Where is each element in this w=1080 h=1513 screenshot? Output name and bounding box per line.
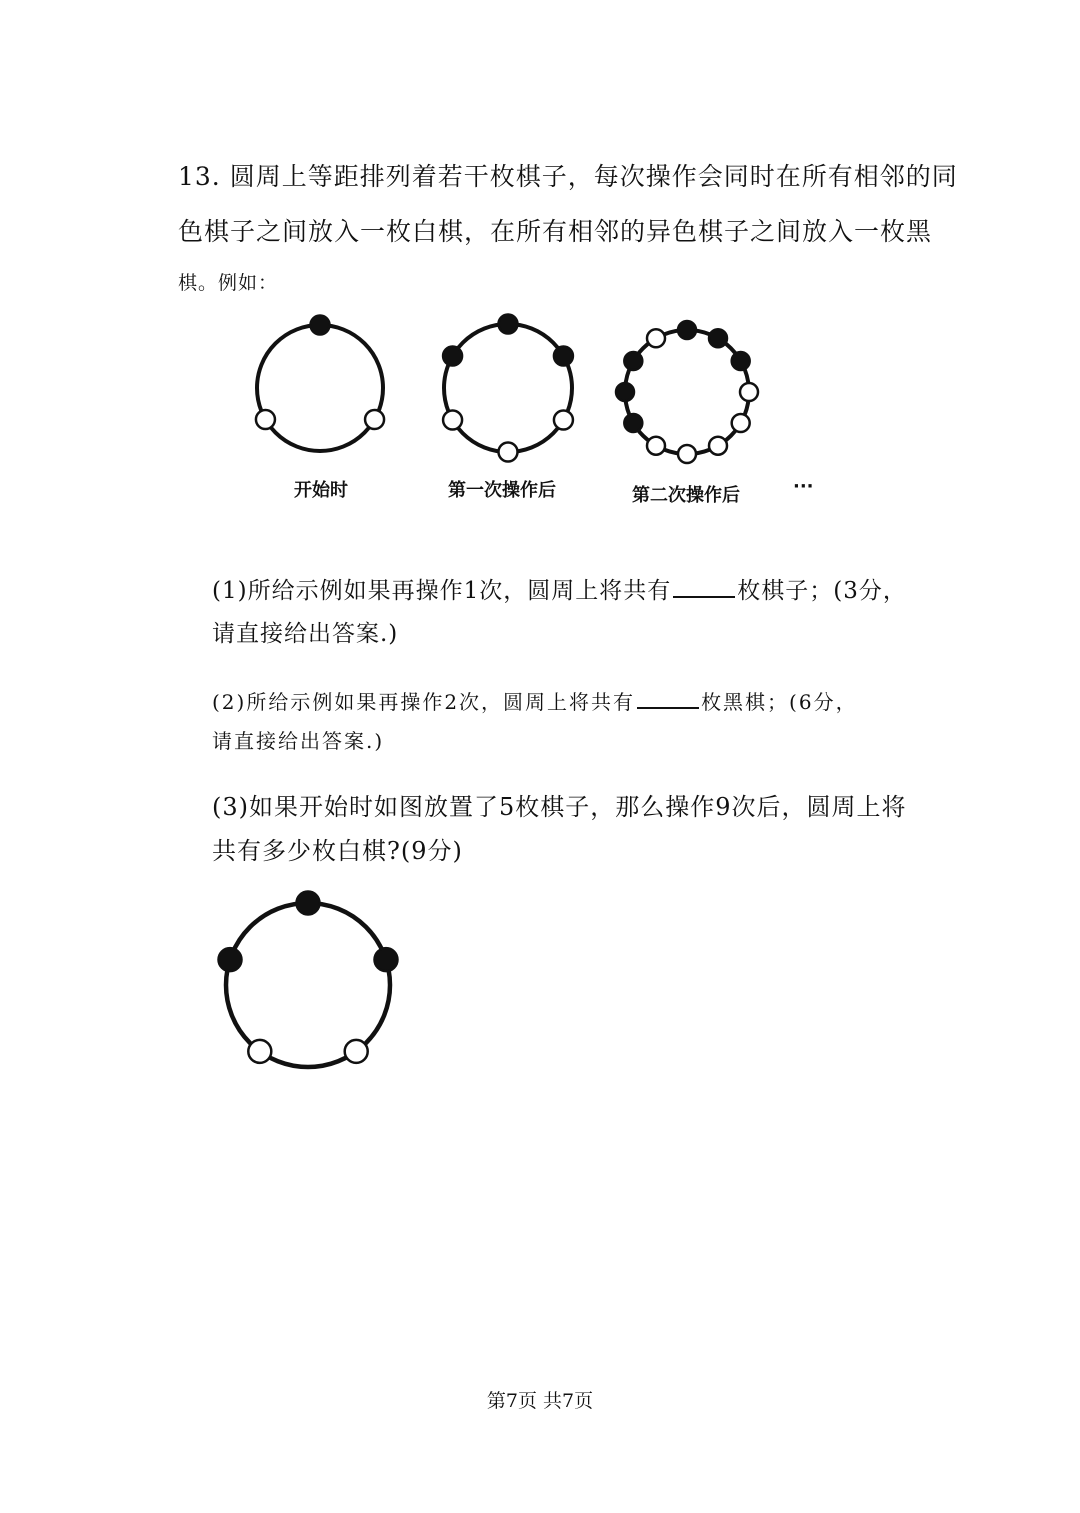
white-stone — [554, 411, 573, 430]
figure-step2-diagram — [617, 322, 757, 462]
black-stone — [709, 329, 727, 347]
white-stone — [248, 1040, 271, 1063]
black-stone — [678, 321, 696, 339]
figure-start-diagram — [250, 318, 390, 458]
white-stone — [709, 437, 727, 455]
white-stone — [345, 1040, 368, 1063]
answer-blank-1 — [673, 576, 735, 598]
sub1-text-a: (1)所给示例如果再操作1次，圆周上将共有 — [212, 578, 672, 604]
black-stone — [374, 948, 397, 971]
sub3-line-2: 共有多少枚白棋?(9分) — [212, 837, 463, 865]
black-stone — [624, 352, 642, 370]
black-stone — [624, 414, 642, 432]
white-stone — [443, 411, 462, 430]
sub1-line-1 — [212, 572, 907, 605]
black-stone — [297, 892, 320, 915]
black-stone — [616, 383, 634, 401]
question-line-3: 棋。例如： — [178, 272, 279, 294]
caption-step2: 第二次操作后 — [632, 485, 740, 506]
sub1-text-b: 枚棋子；(3分， — [737, 578, 907, 604]
sub2-text-a: (2)所给示例如果再操作2次，圆周上将共有 — [212, 690, 636, 714]
caption-step1: 第一次操作后 — [448, 480, 556, 501]
page-footer: 第7页 共7页 — [486, 1390, 594, 1412]
caption-start: 开始时 — [294, 480, 348, 501]
white-stone — [256, 410, 275, 429]
black-stone — [499, 315, 518, 334]
ring — [226, 903, 390, 1067]
caption-ellipsis: ··· — [793, 476, 814, 497]
sub2-text-b: 枚黑棋；(6分， — [701, 690, 858, 714]
figure-problem-diagram — [218, 895, 398, 1075]
ring — [257, 325, 383, 451]
white-stone — [678, 445, 696, 463]
black-stone — [219, 948, 242, 971]
sub1-line-2: 请直接给出答案.) — [212, 621, 399, 647]
black-stone — [311, 316, 330, 335]
white-stone — [740, 383, 758, 401]
figure-step1-diagram — [438, 318, 578, 458]
black-stone — [732, 352, 750, 370]
white-stone — [647, 437, 665, 455]
white-stone — [647, 329, 665, 347]
question-line-2: 色棋子之间放入一枚白棋，在所有相邻的异色棋子之间放入一枚黑 — [178, 217, 933, 246]
white-stone — [365, 410, 384, 429]
sub2-line-2: 请直接给出答案.) — [212, 729, 385, 753]
sub3-line-1: (3)如果开始时如图放置了5枚棋子，那么操作9次后，圆周上将 — [212, 793, 907, 821]
ring — [625, 330, 749, 454]
black-stone — [554, 347, 573, 366]
question-line-1: 13. 圆周上等距排列着若干枚棋子，每次操作会同时在所有相邻的同 — [178, 162, 958, 191]
white-stone — [732, 414, 750, 432]
answer-blank-2 — [637, 687, 699, 709]
black-stone — [443, 347, 462, 366]
white-stone — [499, 443, 518, 462]
ring — [444, 324, 572, 452]
sub2-line-1 — [212, 686, 858, 715]
